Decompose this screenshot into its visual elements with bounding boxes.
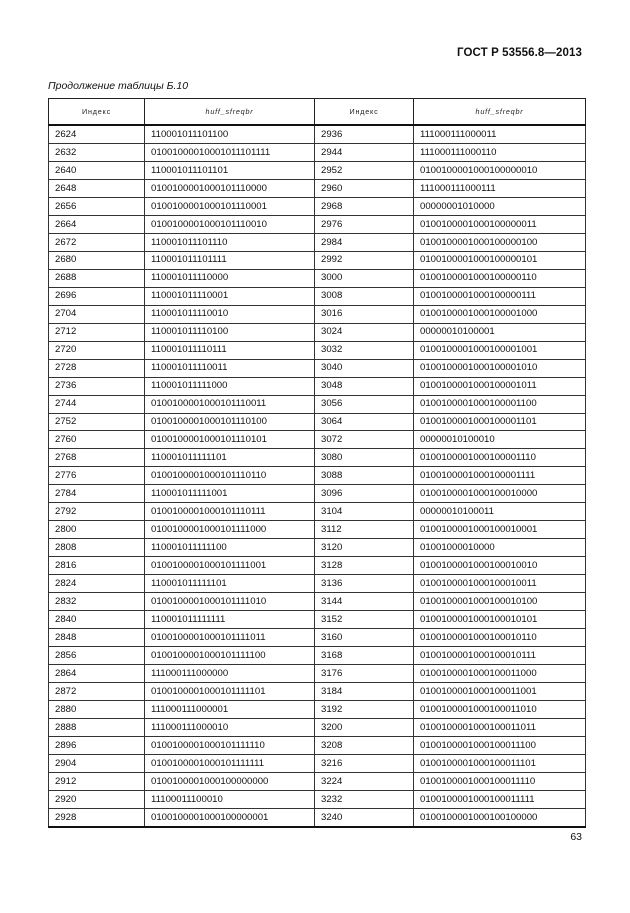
code-cell: 0100100001000101111111: [145, 754, 315, 772]
index-cell: 3000: [315, 269, 414, 287]
code-cell: 0100100001000100011111: [414, 790, 586, 808]
index-cell: 2864: [49, 665, 145, 683]
index-cell: 2952: [315, 161, 414, 179]
table-row: [49, 701, 586, 719]
index-cell: 3056: [315, 395, 414, 413]
index-cell: 3152: [315, 611, 414, 629]
index-cell: 2656: [49, 197, 145, 215]
code-cell: 0100100001000100000110: [414, 269, 586, 287]
index-cell: 2624: [49, 125, 145, 143]
code-cell: 0100100001000100010000: [414, 485, 586, 503]
index-cell: 2920: [49, 790, 145, 808]
index-cell: 2736: [49, 377, 145, 395]
table-row: [49, 557, 586, 575]
table-row: [49, 269, 586, 287]
index-cell: 3080: [315, 449, 414, 467]
code-cell: 00000010100010: [414, 431, 586, 449]
table-row: [49, 341, 586, 359]
index-cell: 2632: [49, 143, 145, 161]
index-cell: 2984: [315, 233, 414, 251]
index-cell: 2776: [49, 467, 145, 485]
code-cell: 110001011110001: [145, 287, 315, 305]
index-cell: 2672: [49, 233, 145, 251]
code-cell: 110001011111101: [145, 575, 315, 593]
index-cell: 2824: [49, 575, 145, 593]
index-cell: 2680: [49, 251, 145, 269]
index-cell: 2648: [49, 179, 145, 197]
index-cell: 2960: [315, 179, 414, 197]
index-cell: 2928: [49, 808, 145, 826]
code-cell: 0100100001000101111101: [145, 683, 315, 701]
code-cell: 0100100001000100001110: [414, 449, 586, 467]
index-cell: 3192: [315, 701, 414, 719]
code-cell: 0100100001000100011110: [414, 772, 586, 790]
index-cell: 3176: [315, 665, 414, 683]
code-cell: 0100100001000100000010: [414, 161, 586, 179]
index-cell: 2712: [49, 323, 145, 341]
code-cell: 0100100001000101110101: [145, 431, 315, 449]
code-cell: 0100100001000100010011: [414, 575, 586, 593]
index-cell: 3112: [315, 521, 414, 539]
index-cell: 2832: [49, 593, 145, 611]
code-cell: 0100100001000101111001: [145, 557, 315, 575]
code-cell: 0100100001000101111010: [145, 593, 315, 611]
index-cell: 2808: [49, 539, 145, 557]
code-cell: 111000111000011: [414, 125, 586, 143]
table-row: [49, 431, 586, 449]
code-cell: 110001011111101: [145, 449, 315, 467]
table-row: [49, 179, 586, 197]
code-cell: 0100100001000101110100: [145, 413, 315, 431]
code-cell: 00000010100011: [414, 503, 586, 521]
code-cell: 0100100001000100001000: [414, 305, 586, 323]
index-cell: 2728: [49, 359, 145, 377]
code-cell: 0100100001000100000111: [414, 287, 586, 305]
code-cell: 0100100001000100011100: [414, 736, 586, 754]
table-row: [49, 287, 586, 305]
index-cell: 3088: [315, 467, 414, 485]
code-cell: 110001011101100: [145, 125, 315, 143]
index-cell: 2904: [49, 754, 145, 772]
table-row: [49, 323, 586, 341]
code-cell: 110001011110011: [145, 359, 315, 377]
index-cell: 2936: [315, 125, 414, 143]
code-cell: 0100100001000100010001: [414, 521, 586, 539]
code-cell: 0100100001000101110111​1: [145, 143, 315, 161]
index-cell: 2784: [49, 485, 145, 503]
index-cell: 3184: [315, 683, 414, 701]
index-cell: 3216: [315, 754, 414, 772]
code-cell: 111000111000001: [145, 701, 315, 719]
code-cell: 00000010100001: [414, 323, 586, 341]
index-cell: 3008: [315, 287, 414, 305]
table-row: [49, 629, 586, 647]
code-cell: 110001011110000: [145, 269, 315, 287]
index-cell: 2888: [49, 718, 145, 736]
index-cell: 2880: [49, 701, 145, 719]
code-cell: 0100100001000101111000: [145, 521, 315, 539]
table-header-row: [49, 99, 586, 126]
code-cell: 110001011111000: [145, 377, 315, 395]
code-cell: 0100100001000100010110: [414, 629, 586, 647]
table-row: [49, 395, 586, 413]
index-cell: 2848: [49, 629, 145, 647]
index-cell: 3208: [315, 736, 414, 754]
index-cell: 2664: [49, 215, 145, 233]
index-cell: 3016: [315, 305, 414, 323]
table-row: [49, 790, 586, 808]
index-cell: 3032: [315, 341, 414, 359]
code-cell: 0100100001000100001111: [414, 467, 586, 485]
code-cell: 110001011110010: [145, 305, 315, 323]
column-header-code: huff_sfreqbr: [145, 99, 315, 126]
table-row: [49, 143, 586, 161]
code-cell: 0100100001000100011000: [414, 665, 586, 683]
code-cell: 11100011100010: [145, 790, 315, 808]
index-cell: 2992: [315, 251, 414, 269]
code-cell: 0100100001000100010010: [414, 557, 586, 575]
code-cell: 01001000010000: [414, 539, 586, 557]
code-cell: 0100100001000100011011: [414, 718, 586, 736]
code-cell: 0100100001000100001010: [414, 359, 586, 377]
index-cell: 2768: [49, 449, 145, 467]
table-row: [49, 808, 586, 826]
table-row: [49, 485, 586, 503]
code-cell: 0100100001000101110110: [145, 467, 315, 485]
table-row: [49, 359, 586, 377]
index-cell: 3136: [315, 575, 414, 593]
code-cell: 00000001010000: [414, 197, 586, 215]
index-cell: 2896: [49, 736, 145, 754]
index-cell: 2912: [49, 772, 145, 790]
index-cell: 3072: [315, 431, 414, 449]
table-row: [49, 449, 586, 467]
table-row: [49, 736, 586, 754]
code-cell: 111000111000110: [414, 143, 586, 161]
document-code: ГОСТ Р 53556.8—2013: [457, 47, 582, 59]
index-cell: 2816: [49, 557, 145, 575]
table-row: [49, 197, 586, 215]
index-cell: 3144: [315, 593, 414, 611]
table-row: [49, 683, 586, 701]
table-row: [49, 754, 586, 772]
index-cell: 2792: [49, 503, 145, 521]
code-cell: 110001011111100: [145, 539, 315, 557]
code-cell: 0100100001000100000011: [414, 215, 586, 233]
index-cell: 3096: [315, 485, 414, 503]
index-cell: 3024: [315, 323, 414, 341]
index-cell: 2840: [49, 611, 145, 629]
code-cell: 0100100001000101111110: [145, 736, 315, 754]
index-cell: 2696: [49, 287, 145, 305]
index-cell: 2744: [49, 395, 145, 413]
code-cell: 0100100001000101110010: [145, 215, 315, 233]
code-cell: 0100100001000100011010: [414, 701, 586, 719]
index-cell: 3160: [315, 629, 414, 647]
code-cell: 110001011111111: [145, 611, 315, 629]
code-cell: 0100100001000100010101: [414, 611, 586, 629]
code-cell: 0100100001000100001001: [414, 341, 586, 359]
column-header-index: Индекс: [49, 99, 145, 126]
table-row: [49, 503, 586, 521]
index-cell: 3200: [315, 718, 414, 736]
code-cell: 0100100001000100001101: [414, 413, 586, 431]
table-row: [49, 539, 586, 557]
column-header-code: huff_sfreqbr: [414, 99, 586, 126]
index-cell: 2968: [315, 197, 414, 215]
table-row: [49, 377, 586, 395]
table-row: [49, 772, 586, 790]
code-cell: 0100100001000100000100: [414, 233, 586, 251]
code-cell: 0100100001000101110000: [145, 179, 315, 197]
code-cell: 0100100001000101111100: [145, 647, 315, 665]
code-cell: 0100100001000100001100: [414, 395, 586, 413]
table-row: [49, 215, 586, 233]
index-cell: 3040: [315, 359, 414, 377]
code-cell: 0100100001000101111011: [145, 629, 315, 647]
code-cell: 0100100001000100010100: [414, 593, 586, 611]
code-cell: 110001011101101: [145, 161, 315, 179]
code-cell: 0100100001000101110011: [145, 395, 315, 413]
table-row: [49, 413, 586, 431]
index-cell: 3064: [315, 413, 414, 431]
index-cell: 2640: [49, 161, 145, 179]
table-row: [49, 467, 586, 485]
index-cell: 2720: [49, 341, 145, 359]
code-cell: 0100100001000101110111: [145, 503, 315, 521]
index-cell: 2688: [49, 269, 145, 287]
code-cell: 0100100001000100000001: [145, 808, 315, 826]
index-cell: 2704: [49, 305, 145, 323]
code-cell: 110001011111001: [145, 485, 315, 503]
code-cell: 0100100001000100011001: [414, 683, 586, 701]
index-cell: 2944: [315, 143, 414, 161]
table-row: [49, 161, 586, 179]
table-row: [49, 125, 586, 143]
index-cell: 2872: [49, 683, 145, 701]
table-row: [49, 251, 586, 269]
table-row: [49, 718, 586, 736]
code-cell: 0100100001000100011101: [414, 754, 586, 772]
code-cell: 0100100001000100010111: [414, 647, 586, 665]
table-body: [49, 125, 586, 827]
table-row: [49, 611, 586, 629]
index-cell: 3168: [315, 647, 414, 665]
code-cell: 110001011110111: [145, 341, 315, 359]
table-row: [49, 593, 586, 611]
code-cell: 111000111000000: [145, 665, 315, 683]
table-caption: Продолжение таблицы Б.10: [48, 80, 189, 92]
huffman-table: [48, 98, 586, 828]
table-row: [49, 647, 586, 665]
code-cell: 0100100001000101110001: [145, 197, 315, 215]
index-cell: 3048: [315, 377, 414, 395]
code-cell: 110001011101110: [145, 233, 315, 251]
index-cell: 3224: [315, 772, 414, 790]
index-cell: 2856: [49, 647, 145, 665]
table-row: [49, 665, 586, 683]
index-cell: 3128: [315, 557, 414, 575]
index-cell: 2752: [49, 413, 145, 431]
table-row: [49, 233, 586, 251]
page-number: 63: [570, 831, 582, 843]
code-cell: 111000111000111: [414, 179, 586, 197]
table-row: [49, 575, 586, 593]
code-cell: 111000111000010: [145, 718, 315, 736]
column-header-index: Индекс: [315, 99, 414, 126]
index-cell: 3120: [315, 539, 414, 557]
index-cell: 3240: [315, 808, 414, 826]
code-cell: 0100100001000100001011: [414, 377, 586, 395]
index-cell: 2760: [49, 431, 145, 449]
code-cell: 0100100001000100000000: [145, 772, 315, 790]
index-cell: 2800: [49, 521, 145, 539]
code-cell: 110001011110100: [145, 323, 315, 341]
code-cell: 0100100001000100100000: [414, 808, 586, 826]
code-cell: 110001011101111: [145, 251, 315, 269]
index-cell: 3104: [315, 503, 414, 521]
table-row: [49, 305, 586, 323]
index-cell: 3232: [315, 790, 414, 808]
code-cell: 0100100001000100000101: [414, 251, 586, 269]
table-row: [49, 521, 586, 539]
index-cell: 2976: [315, 215, 414, 233]
